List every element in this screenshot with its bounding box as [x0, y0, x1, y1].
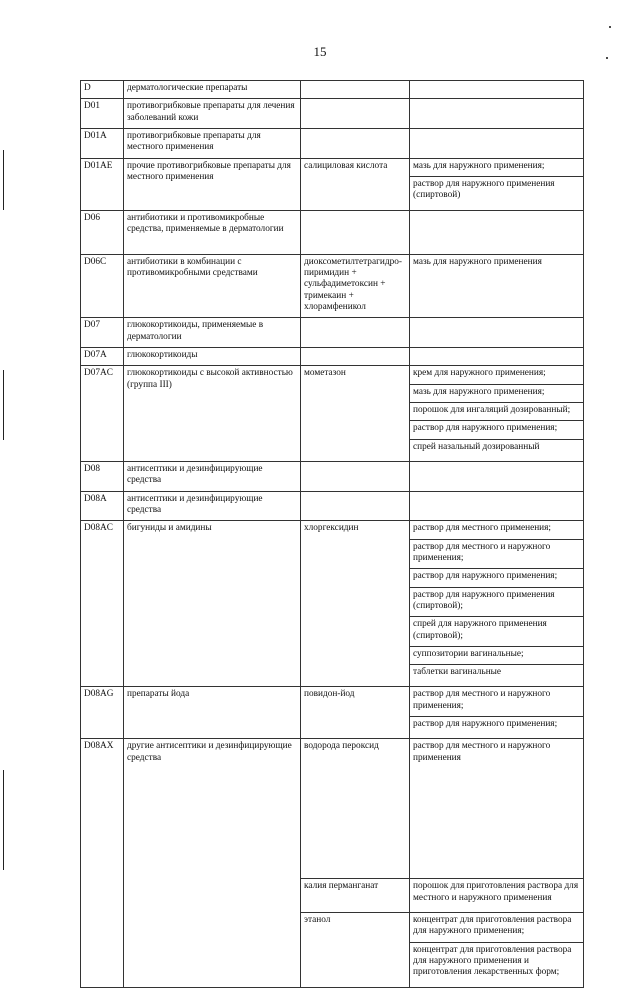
atc-group-cell: противогрибковые препараты для лечения заболеваний кожи — [124, 99, 301, 129]
dosage-form: раствор для местного и наружного применения — [413, 741, 551, 763]
table-body — [81, 81, 584, 988]
table-row — [81, 254, 584, 318]
atc-code-cell: D — [81, 81, 124, 99]
dosage-forms-cell — [410, 913, 584, 988]
atc-group-cell: противогрибковые препараты для местного применения — [124, 128, 301, 158]
atc-group-cell: прочие противогрибковые препараты для местного применения — [124, 158, 301, 210]
scan-dot — [606, 57, 608, 59]
atc-code-cell: D07A — [81, 347, 124, 365]
dosage-forms-cell — [410, 687, 584, 739]
substance-cell — [301, 491, 410, 521]
substance-cell: повидон-йод — [301, 687, 410, 739]
dosage-form: раствор для наружного применения (спиртовой); — [410, 588, 583, 618]
dosage-form: мазь для наружного применения; — [410, 159, 583, 177]
substance-cell — [301, 210, 410, 254]
dosage-forms-cell — [410, 99, 584, 129]
atc-code-cell: D07 — [81, 318, 124, 348]
atc-group-cell: бигуниды и амидины — [124, 521, 301, 687]
table-row — [81, 318, 584, 348]
dosage-form: концентрат для приготовления раствора для наружного применения и приготовления лекарственных форм; — [413, 944, 572, 978]
substance-cell: диоксометилтетрагидро-пиримидин + сульфадиметоксин + тримекаин + хлорамфеникол — [301, 254, 410, 318]
substance-cell — [301, 99, 410, 129]
atc-code-cell: D08A — [81, 491, 124, 521]
atc-code-cell: D08 — [81, 461, 124, 491]
substance-cell — [301, 318, 410, 348]
dosage-form: крем для наружного применения; — [410, 366, 583, 384]
table-row — [81, 81, 584, 99]
atc-group-cell: глюкокортикоиды, применяемые в дерматологии — [124, 318, 301, 348]
dosage-form: раствор для наружного применения; — [413, 719, 558, 730]
atc-group-cell: дерматологические препараты — [124, 81, 301, 99]
dosage-forms-cell — [410, 461, 584, 491]
atc-group-cell: антибиотики в комбинации с противомикробными средствами — [124, 254, 301, 318]
atc-group-cell: антисептики и дезинфицирующие средства — [124, 491, 301, 521]
substance-cell — [301, 347, 410, 365]
scan-margin-mark — [3, 770, 4, 870]
substance-cell — [301, 128, 410, 158]
table-row — [81, 366, 584, 462]
atc-code-cell: D06 — [81, 210, 124, 254]
dosage-form: раствор для местного применения; — [410, 521, 583, 539]
substance-cell — [301, 461, 410, 491]
dosage-form: порошок для ингаляций дозированный; — [410, 403, 583, 421]
dosage-forms-cell — [410, 879, 584, 913]
dosage-forms-cell — [410, 521, 584, 687]
table-row — [81, 461, 584, 491]
atc-group-cell: другие антисептики и дезинфицирующие средства — [124, 739, 301, 987]
table-row — [81, 521, 584, 687]
dosage-forms-cell — [410, 366, 584, 462]
substance-cell: этанол — [301, 913, 410, 988]
dosage-forms-cell — [410, 210, 584, 254]
dosage-form: раствор для местного и наружного применения; — [410, 687, 583, 717]
atc-group-cell: глюкокортикоиды с высокой активностью (группа III) — [124, 366, 301, 462]
atc-code-cell: D06C — [81, 254, 124, 318]
substance-cell — [301, 81, 410, 99]
atc-code-cell: D08AX — [81, 739, 124, 987]
dosage-forms-cell — [410, 158, 584, 210]
atc-code-cell: D08AC — [81, 521, 124, 687]
dosage-form: спрей назальный дозированный — [413, 441, 540, 452]
substance-cell: водорода пероксид — [301, 739, 410, 879]
atc-group-cell: глюкокортикоиды — [124, 347, 301, 365]
table-row — [81, 99, 584, 129]
dosage-forms-cell — [410, 128, 584, 158]
table-row — [81, 687, 584, 739]
dosage-form: порошок для приготовления раствора для местного и наружного применения — [413, 881, 579, 903]
table-row — [81, 739, 584, 879]
dosage-form: мазь для наружного применения — [413, 256, 542, 267]
atc-code-cell: D01AE — [81, 158, 124, 210]
dosage-form: концентрат для приготовления раствора для наружного применения; — [410, 913, 583, 943]
dosage-form: раствор для наружного применения; — [410, 569, 583, 587]
page-number: 15 — [313, 44, 327, 59]
substance-cell: хлоргексидин — [301, 521, 410, 687]
atc-group-cell: антисептики и дезинфицирующие средства — [124, 461, 301, 491]
scan-margin-mark — [3, 150, 4, 210]
dosage-form: раствор для наружного применения; — [410, 421, 583, 439]
substance-cell: салициловая кислота — [301, 158, 410, 210]
table-row — [81, 158, 584, 210]
table-row — [81, 347, 584, 365]
substance-cell: мометазон — [301, 366, 410, 462]
dosage-form: мазь для наружного применения; — [410, 385, 583, 403]
drug-classification-table — [80, 80, 584, 988]
scan-dot — [609, 26, 611, 28]
dosage-forms-cell — [410, 254, 584, 318]
dosage-forms-cell — [410, 491, 584, 521]
table-row — [81, 210, 584, 254]
dosage-form: таблетки вагинальные — [413, 667, 502, 678]
dosage-forms-cell — [410, 318, 584, 348]
substance-cell: калия перманганат — [301, 879, 410, 913]
dosage-forms-cell — [410, 81, 584, 99]
atc-group-cell: препараты йода — [124, 687, 301, 739]
atc-group-cell: антибиотики и противомикробные средства, применяемые в дерматологии — [124, 210, 301, 254]
atc-code-cell: D01A — [81, 128, 124, 158]
scan-margin-mark — [3, 370, 4, 440]
dosage-forms-cell — [410, 739, 584, 879]
atc-code-cell: D07AC — [81, 366, 124, 462]
dosage-forms-cell — [410, 347, 584, 365]
dosage-form: суппозитории вагинальные; — [410, 647, 583, 665]
dosage-form: раствор для местного и наружного применения; — [410, 540, 583, 570]
table-row — [81, 491, 584, 521]
atc-code-cell: D08AG — [81, 687, 124, 739]
atc-code-cell: D01 — [81, 99, 124, 129]
table-row — [81, 128, 584, 158]
dosage-form: раствор для наружного применения (спиртовой) — [413, 178, 555, 201]
dosage-form: спрей для наружного применения (спиртовой); — [410, 617, 583, 647]
